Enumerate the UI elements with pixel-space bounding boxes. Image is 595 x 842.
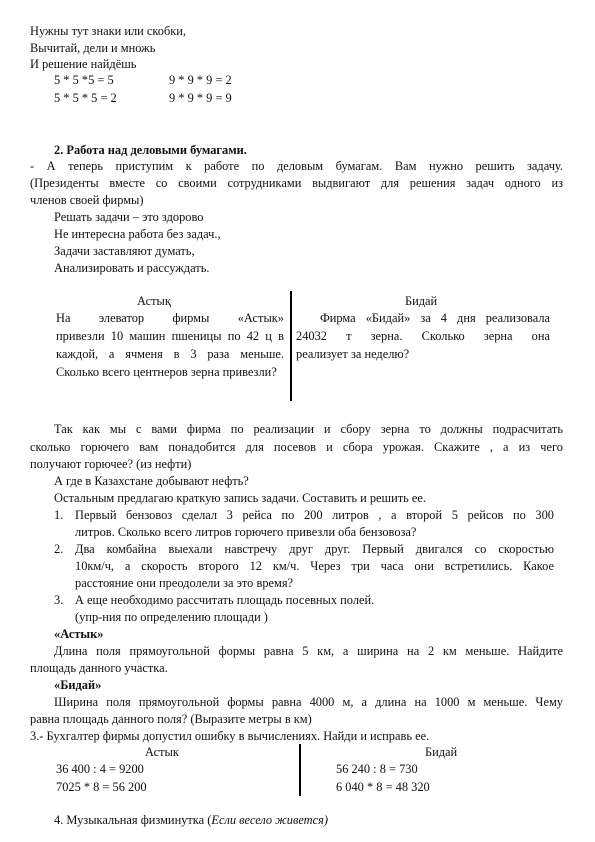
firm-label-astyk: «Астык» (54, 627, 104, 641)
task-line: реализует за неделю? (296, 347, 410, 361)
calc-line: 56 240 : 8 = 730 (336, 762, 418, 776)
equation: 5 * 5 *5 = 5 (54, 73, 114, 87)
paragraph-line: равна площадь данного поля? (Выразите метры в км) (30, 712, 312, 726)
list-item: расстояние они преодолели за это время? (75, 576, 294, 590)
paragraph-line: (Президенты вместе со своими сотрудниками выдвигают для решения задач одного из (30, 176, 563, 190)
poem-line: Нужны тут знаки или скобки, (30, 24, 187, 38)
paragraph-line: - А теперь приступим к работе по деловым бумагам. Вам нужно решить задачу. (30, 159, 563, 173)
column-title-astyk: Астық (137, 294, 171, 308)
paragraph-line: площадь данного участка. (30, 661, 168, 675)
list-item: 10км/ч, а скорость второго 12 км/ч. Через три часа они встретились. Какое (75, 559, 554, 573)
firm-label-bidai: «Бидай» (54, 678, 102, 692)
equation: 9 * 9 * 9 = 2 (169, 73, 232, 87)
calc-line: 36 400 : 4 = 9200 (56, 762, 144, 776)
paragraph-line: сколько горючего вам понадобится для посевов и сбора урожая. Скажите , а из чего (30, 440, 563, 454)
task-line: Фирма «Бидай» за 4 дня реализовала (320, 311, 550, 325)
task-line: 24032 т зерна. Сколько зерна она (296, 329, 550, 343)
column-divider (290, 291, 292, 401)
poem-line: Анализировать и рассуждать. (54, 261, 210, 275)
poem-line: И решение найдёшь (30, 57, 137, 71)
list-item: Первый бензовоз сделал 3 рейса по 200 литров , а второй 5 рейсов по 300 (75, 508, 554, 522)
column-divider (299, 744, 301, 796)
column-title-astyk: Астык (145, 745, 179, 759)
paragraph-line: членов своей фирмы) (30, 193, 144, 207)
list-item: литров. Сколько всего литров горючего привезли оба бензовоза? (75, 525, 417, 539)
column-title-bidai: Бидай (405, 294, 438, 308)
section-heading (54, 813, 328, 827)
equation: 9 * 9 * 9 = 9 (169, 91, 232, 105)
poem-line: Не интересна работа без задач., (54, 227, 221, 241)
task-line: каждой, а ячменя в 3 раза меньше. (56, 347, 284, 361)
paragraph-line: 3.- Бухгалтер фирмы допустил ошибку в вычислениях. Найди и исправь ее. (30, 729, 430, 743)
poem-line: Вычитай, дели и множь (30, 41, 156, 55)
list-number: 2. (54, 542, 64, 556)
poem-line: Решать задачи – это здорово (54, 210, 204, 224)
column-title-bidai: Бидай (425, 745, 458, 759)
poem-line: Задачи заставляют думать, (54, 244, 195, 258)
list-number: 3. (54, 593, 64, 607)
list-number: 1. (54, 508, 64, 522)
task-line: привезли 10 машин пшеницы по 42 ц в (56, 329, 284, 343)
task-line: На элеватор фирмы «Астык» (56, 311, 284, 325)
paragraph-line: А где в Казахстане добывают нефть? (54, 474, 249, 488)
song-title: Если весело живется) (211, 813, 328, 827)
calc-line: 6 040 * 8 = 48 320 (336, 780, 430, 794)
paragraph-line: получают горючее? (из нефти) (30, 457, 192, 471)
paragraph-line: Длина поля прямоугольной формы равна 5 км, а ширина на 2 км меньше. Найдите (54, 644, 563, 658)
paragraph-line: Ширина поля прямоугольной формы равна 4000 м, а длина на 1000 м меньше. Чему (54, 695, 563, 709)
list-item: А еще необходимо рассчитать площадь посевных полей. (75, 593, 375, 607)
list-item: Два комбайна выехали навстречу друг друг. Первый двигался со скоростью (75, 542, 554, 556)
paragraph-line: Так как мы с вами фирма по реализации и сбору зерна то должны подрасчитать (54, 422, 563, 436)
section-heading: 2. Работа над деловыми бумагами. (54, 143, 247, 157)
list-item: (упр-ния по определению площади ) (75, 610, 268, 624)
paragraph-line: Остальным предлагаю краткую запись задачи. Составить и решить ее. (54, 491, 426, 505)
section-heading-text: 4. Музыкальная физминутка ( (54, 813, 212, 827)
equation: 5 * 5 * 5 = 2 (54, 91, 117, 105)
calc-line: 7025 * 8 = 56 200 (56, 780, 147, 794)
task-line: Сколько всего центнеров зерна привезли? (56, 365, 277, 379)
